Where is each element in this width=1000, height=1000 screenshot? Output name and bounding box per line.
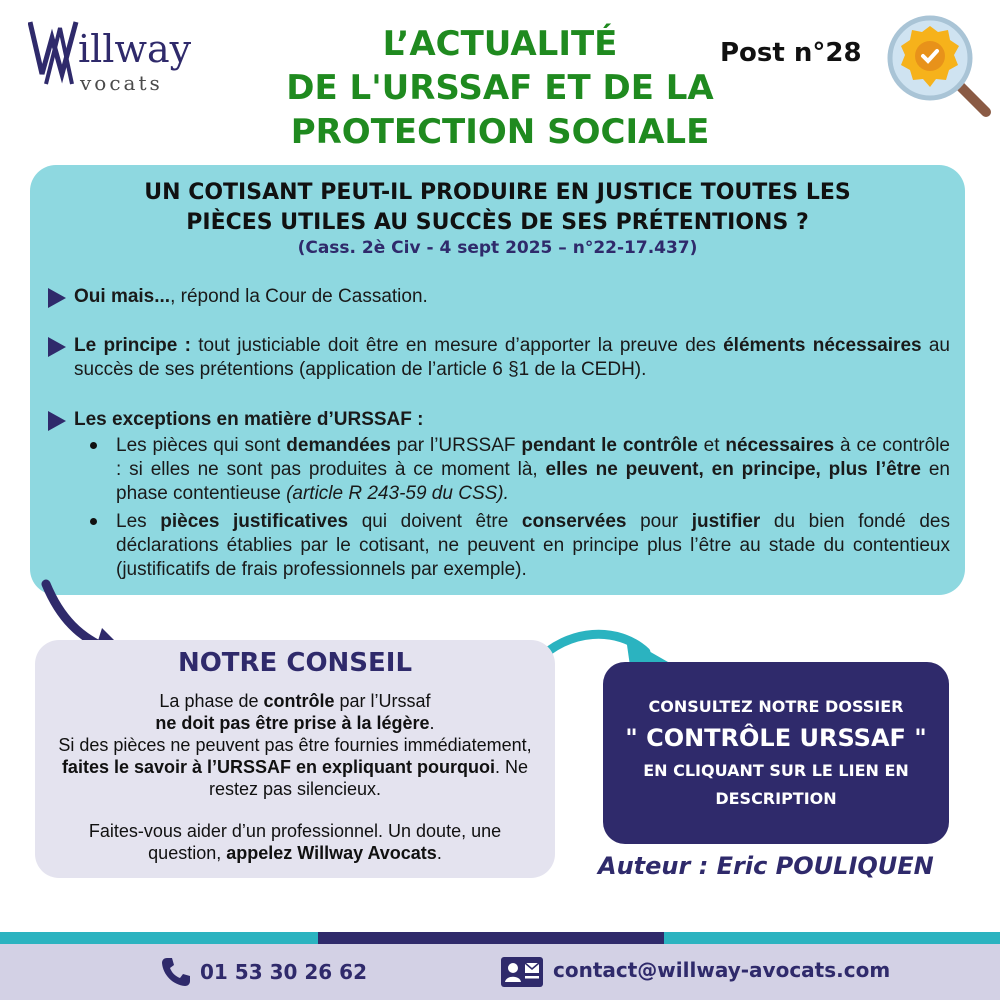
sub-bullet-1 <box>90 434 950 506</box>
s1-b1: demandées <box>286 435 391 456</box>
s2-t3: pour <box>626 511 692 532</box>
s1-t3: et <box>697 435 726 456</box>
s2-t2: qui doivent être <box>348 511 522 532</box>
s1-i1: (article R 243-59 du CSS). <box>286 483 509 504</box>
advice-text <box>55 690 535 864</box>
c-l3-t1: Si des pièces ne peuvent pas être fournies immédiatement, <box>58 735 532 755</box>
s2-b1: pièces justificatives <box>160 511 349 532</box>
dossier-line-1: CONSULTEZ NOTRE DOSSIER <box>648 697 904 716</box>
email-address[interactable]: contact@willway-avocats.com <box>553 958 891 982</box>
dot-bullet-icon <box>90 442 97 449</box>
case-reference: (Cass. 2è Civ - 4 sept 2025 – n°22-17.437) <box>297 238 698 258</box>
s2-t1: Les <box>116 511 161 532</box>
logo-main-text: illway <box>78 27 192 71</box>
c-l4-t2: . <box>436 843 442 863</box>
title-line-1: L’ACTUALITÉ <box>382 24 618 64</box>
question-line-2: PIÈCES UTILES AU SUCCÈS DE SES PRÉTENTIONS ? <box>186 210 809 235</box>
triangle-bullet-icon <box>48 337 66 357</box>
dot-bullet-icon <box>90 518 97 525</box>
c-l3-t2: . Ne restez pas silencieux. <box>208 757 529 799</box>
s2-t4: du bien fondé des déclarations établies par le cotisant, ne peuvent en principe plus l’être au stade du contentieux (justificatifs de frais professionnels par exemple). <box>116 511 950 580</box>
c-l2-t1: . <box>429 713 435 733</box>
s1-t1: Les pièces qui sont <box>116 435 287 456</box>
c-l4-t1: Faites-vous aider d’un professionnel. Un doute, une question, <box>88 821 502 863</box>
footer-bar-left <box>0 932 318 944</box>
bullet-oui-mais <box>48 285 950 309</box>
c-l3-b1: faites le savoir à l’URSSAF en expliquant pourquoi <box>61 757 496 777</box>
contact-card-icon <box>500 956 544 988</box>
b2-bold: Le principe : <box>74 335 191 356</box>
footer-bar-middle <box>318 932 664 944</box>
bullet-principe <box>48 334 950 382</box>
advice-line-2 <box>55 712 535 734</box>
question-line-1: UN COTISANT PEUT-IL PRODUIRE EN JUSTICE TOUTES LES <box>144 180 851 205</box>
willway-logo <box>28 14 228 94</box>
bullet-exceptions <box>48 408 950 432</box>
dossier-line-3: EN CLIQUANT SUR LE LIEN EN <box>643 761 909 780</box>
title-line-2: DE L'URSSAF ET DE LA <box>286 68 714 108</box>
s1-b4: elles ne peuvent, en principe, plus l’être <box>545 459 921 480</box>
c-l2-b1: ne doit pas être prise à la légère <box>155 713 430 733</box>
question-title <box>60 178 935 238</box>
magnifier-badge-icon <box>880 10 995 120</box>
dossier-text[interactable] <box>603 694 949 812</box>
c-l1-t1: La phase de <box>159 691 264 711</box>
title-line-3: PROTECTION SOCIALE <box>290 112 710 152</box>
sub-bullet-2 <box>90 510 950 582</box>
advice-line-3 <box>55 734 535 800</box>
b3-bold: Les exceptions en matière d’URSSAF : <box>74 409 424 430</box>
b1-bold: Oui mais... <box>74 286 171 307</box>
s1-b2: pendant le contrôle <box>521 435 698 456</box>
s1-t5: en phase contentieuse <box>116 459 950 504</box>
logo-sub-text: vocats <box>80 71 163 94</box>
triangle-bullet-icon <box>48 288 66 308</box>
author: Auteur : Eric POULIQUEN <box>598 852 934 880</box>
b1-text: , répond la Cour de Cassation. <box>170 286 428 307</box>
dossier-line-4: DESCRIPTION <box>715 789 837 808</box>
s1-b3: nécessaires <box>725 435 835 456</box>
phone-icon <box>160 956 192 988</box>
advice-line-1 <box>55 690 535 712</box>
page-title <box>240 22 760 154</box>
s1-t2: par l’URSSAF <box>390 435 522 456</box>
b2-text2: au succès de ses prétentions (application de l’article 6 §1 de la CEDH). <box>74 335 950 380</box>
post-number: Post n°28 <box>720 38 862 68</box>
s2-b3: justifier <box>691 511 761 532</box>
phone-number[interactable]: 01 53 30 26 62 <box>200 960 368 984</box>
b2-text1: tout justiciable doit être en mesure d’apporter la preuve des <box>190 335 724 356</box>
s1-t4: à ce contrôle : si elles ne sont pas produites à ce moment là, <box>116 435 950 480</box>
willway-logo-graphic <box>28 14 228 94</box>
c-l1-t2: par l’Urssaf <box>334 691 431 711</box>
advice-line-4 <box>55 820 535 864</box>
c-l1-b1: contrôle <box>263 691 335 711</box>
footer-bar-right <box>664 932 1000 944</box>
c-l4-b1: appelez Willway Avocats <box>226 843 437 863</box>
b2-bold2: éléments nécessaires <box>723 335 922 356</box>
s2-b2: conservées <box>521 511 627 532</box>
dossier-line-2: " CONTRÔLE URSSAF " <box>625 724 927 752</box>
advice-title: NOTRE CONSEIL <box>177 648 413 678</box>
triangle-bullet-icon <box>48 411 66 431</box>
